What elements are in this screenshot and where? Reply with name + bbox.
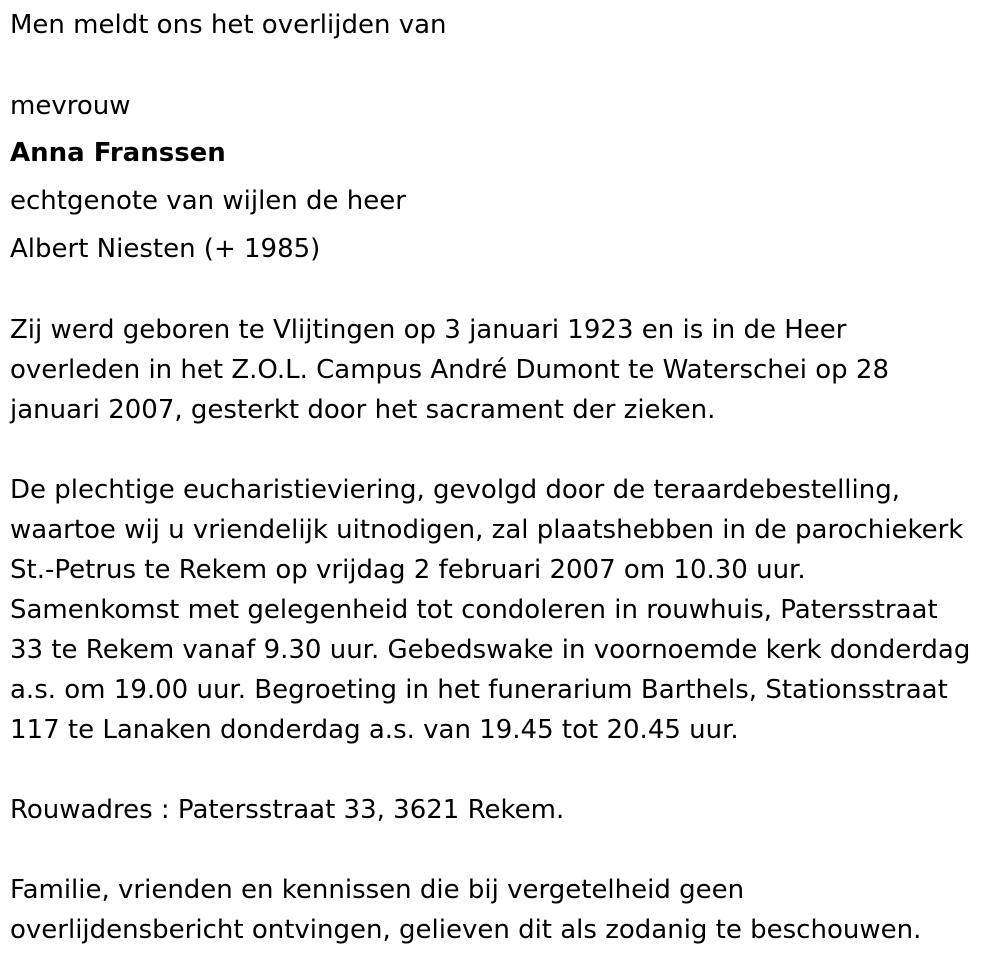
address-line: Rouwadres : Patersstraat 33, 3621 Rekem.	[10, 795, 565, 825]
birth-line: januari 2007, gesterkt door het sacrament der zieken.	[10, 395, 716, 425]
funeral-line: Samenkomst met gelegenheid tot condoleren in rouwhuis, Patersstraat	[10, 595, 938, 625]
funeral-line: De plechtige eucharistieviering, gevolgd door de teraardebestelling,	[10, 475, 901, 505]
deceased-name: Anna Franssen	[10, 138, 226, 168]
funeral-line: waartoe wij u vriendelijk uitnodigen, zal plaatshebben in de parochiekerk	[10, 515, 964, 545]
spouse-line: Albert Niesten (+ 1985)	[10, 234, 321, 264]
title-line: mevrouw	[10, 91, 131, 121]
funeral-line: 33 te Rekem vanaf 9.30 uur. Gebedswake in voornoemde kerk donderdag	[10, 635, 971, 665]
funeral-line: a.s. om 19.00 uur. Begroeting in het funerarium Barthels, Stationsstraat	[10, 675, 948, 705]
birth-line: overleden in het Z.O.L. Campus André Dumont te Waterschei op 28	[10, 355, 890, 385]
intro-line: Men meldt ons het overlijden van	[10, 10, 447, 40]
funeral-line: 117 te Lanaken donderdag a.s. van 19.45 tot 20.45 uur.	[10, 715, 739, 745]
closing-line: overlijdensbericht ontvingen, gelieven dit als zodanig te beschouwen.	[10, 915, 922, 945]
birth-line: Zij werd geboren te Vlijtingen op 3 januari 1923 en is in de Heer	[10, 315, 847, 345]
closing-line: Familie, vrienden en kennissen die bij vergetelheid geen	[10, 875, 745, 905]
funeral-line: St.-Petrus te Rekem op vrijdag 2 februari 2007 om 10.30 uur.	[10, 555, 806, 585]
relation-line: echtgenote van wijlen de heer	[10, 186, 406, 216]
